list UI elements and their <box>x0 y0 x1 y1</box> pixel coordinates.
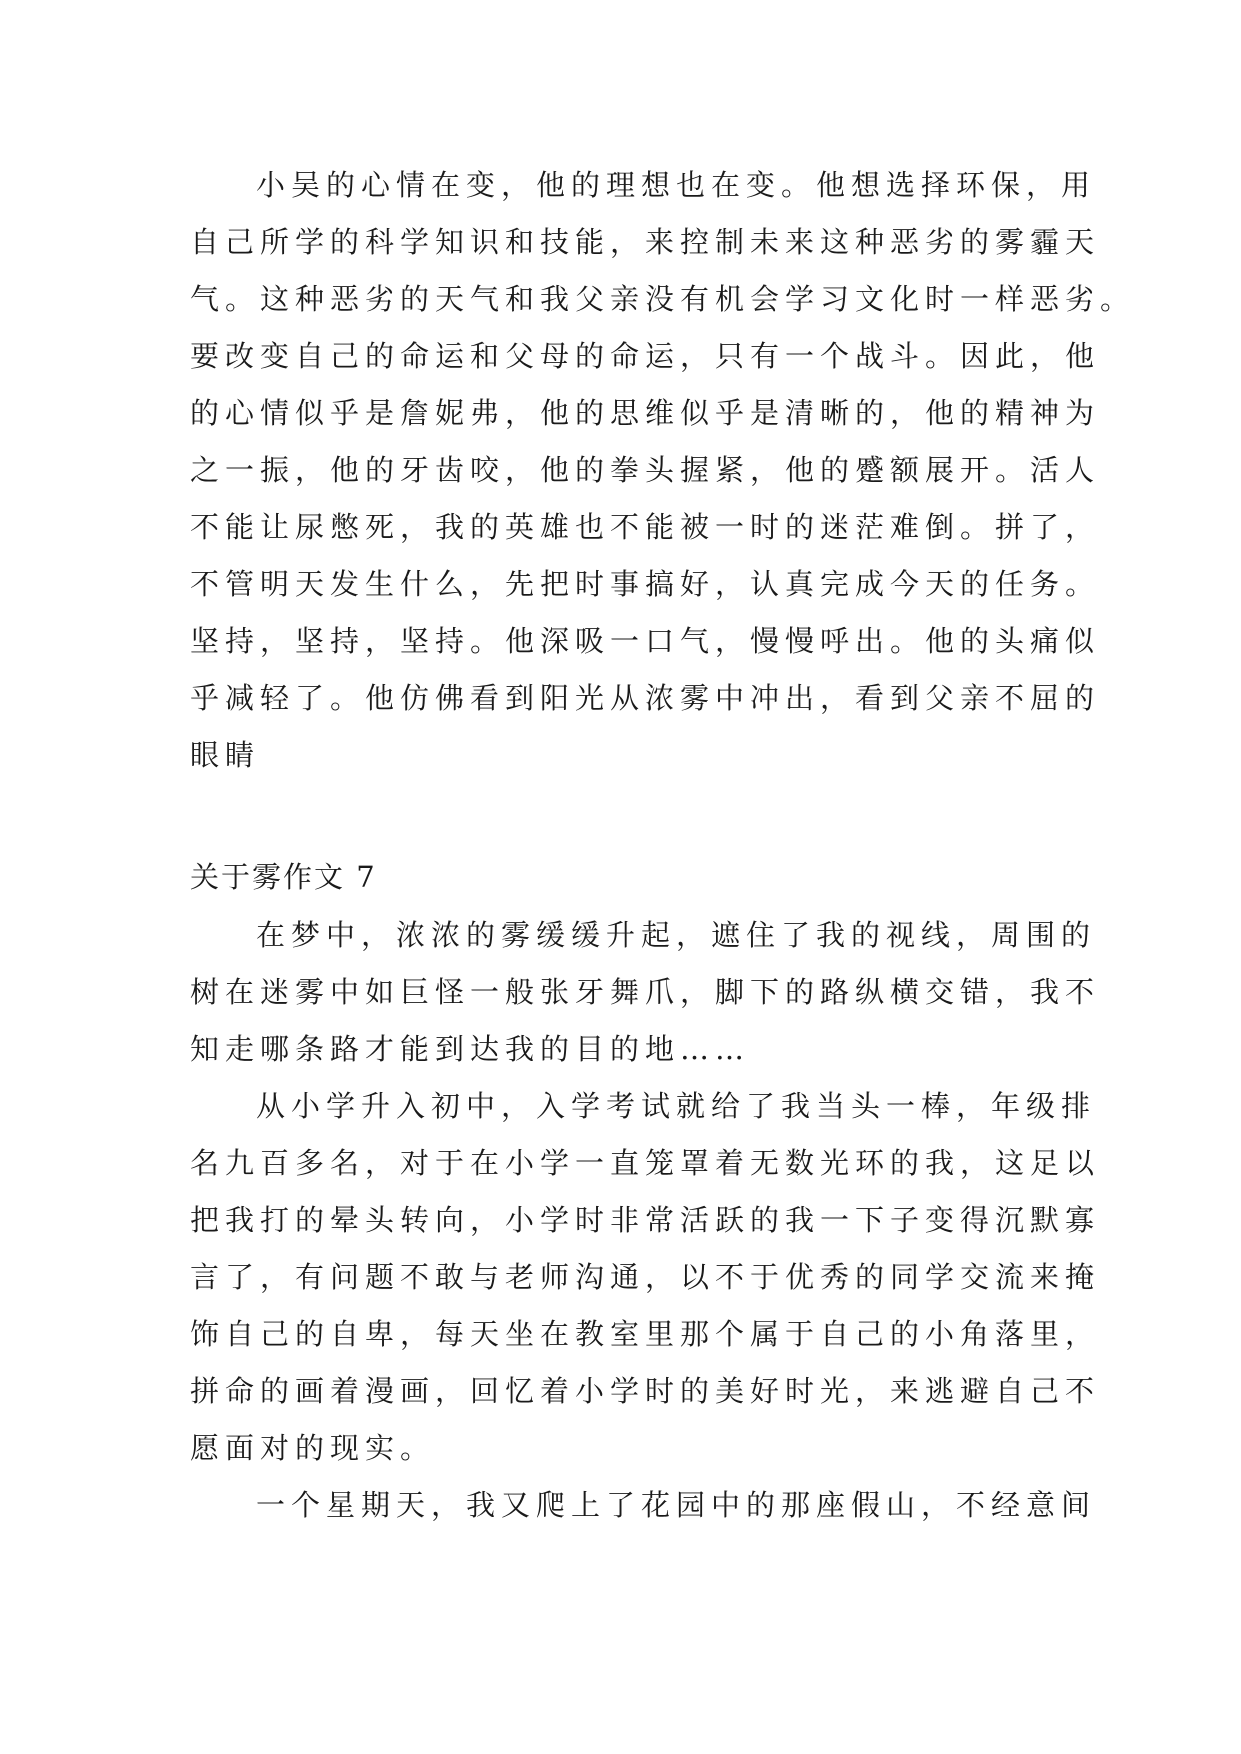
text-line: 坚持，坚持，坚持。他深吸一口气，慢慢呼出。他的头痛似 <box>190 624 1101 658</box>
text-line: 乎减轻了。他仿佛看到阳光从浓雾中冲出，看到父亲不屈的 <box>190 681 1101 715</box>
text-line: 从小学升入初中，入学考试就给了我当头一棒，年级排 <box>256 1089 1097 1123</box>
text-line: 一个星期天，我又爬上了花园中的那座假山，不经意间 <box>256 1488 1097 1522</box>
text-line: 饰自己的自卑，每天坐在教室里那个属于自己的小角落里， <box>190 1317 1101 1351</box>
text-line: 不管明天发生什么，先把时事搞好，认真完成今天的任务。 <box>190 567 1101 601</box>
text-line: 把我打的晕头转向，小学时非常活跃的我一下子变得沉默寡 <box>190 1203 1101 1237</box>
text-line: 愿面对的现实。 <box>190 1431 436 1465</box>
text-line: 眼睛 <box>190 738 261 772</box>
text-line: 在梦中，浓浓的雾缓缓升起，遮住了我的视线，周围的 <box>256 918 1097 952</box>
section-heading: 关于雾作文 7 <box>190 860 377 894</box>
text-line: 小吴的心情在变，他的理想也在变。他想选择环保，用 <box>256 168 1097 202</box>
text-line: 拼命的画着漫画，回忆着小学时的美好时光，来逃避自己不 <box>190 1374 1101 1408</box>
text-line: 知走哪条路才能到达我的目的地…… <box>190 1032 751 1066</box>
text-line: 的心情似乎是詹妮弗，他的思维似乎是清晰的，他的精神为 <box>190 396 1101 430</box>
text-line: 树在迷雾中如巨怪一般张牙舞爪，脚下的路纵横交错，我不 <box>190 975 1101 1009</box>
text-line: 言了，有问题不敢与老师沟通，以不于优秀的同学交流来掩 <box>190 1260 1101 1294</box>
text-line: 之一振，他的牙齿咬，他的拳头握紧，他的蹙额展开。活人 <box>190 453 1101 487</box>
text-line: 自己所学的科学知识和技能，来控制未来这种恶劣的雾霾天 <box>190 225 1101 259</box>
text-line: 名九百多名，对于在小学一直笼罩着无数光环的我，这足以 <box>190 1146 1101 1180</box>
text-line: 气。这种恶劣的天气和我父亲没有机会学习文化时一样恶劣。 <box>190 282 1136 316</box>
text-line: 不能让尿憋死，我的英雄也不能被一时的迷茫难倒。拼了， <box>190 510 1101 544</box>
text-line: 要改变自己的命运和父母的命运，只有一个战斗。因此，他 <box>190 339 1101 373</box>
